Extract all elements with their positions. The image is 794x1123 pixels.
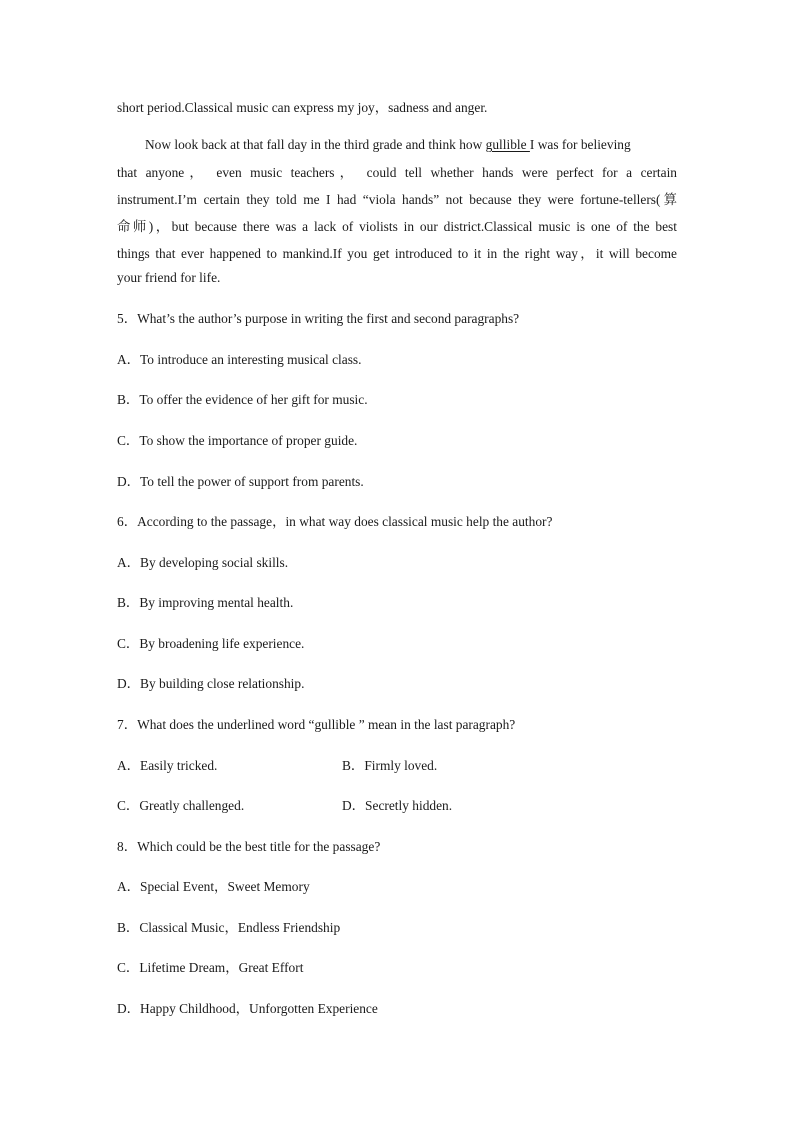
question-7-option-a: A．Easily tricked. — [117, 758, 218, 773]
question-5-option-d: D．To tell the power of support from parents. — [117, 474, 364, 489]
question-6-stem: 6．According to the passage，in what way does classical music help the author? — [117, 514, 553, 529]
question-6-option-a: A．By developing social skills. — [117, 555, 289, 570]
passage-tail-line: short period.Classical music can express my joy，sadness and anger. — [117, 100, 488, 115]
last-paragraph-line-5: things that ever happened to mankind.If you get introduced to it in the right way，it will become — [117, 246, 677, 261]
question-7-option-b: B．Firmly loved. — [342, 758, 438, 773]
last-paragraph-line-6: your friend for life. — [117, 270, 221, 285]
question-6-option-b: B．By improving mental health. — [117, 595, 294, 610]
last-paragraph-line-3: instrument.I’m certain they told me I had “viola hands” not because they were fortune-tellers(算 — [117, 192, 677, 207]
line1-before: Now look back at that fall day in the third grade and think how — [145, 137, 486, 152]
question-8-option-c: C．Lifetime Dream，Great Effort — [117, 960, 304, 975]
question-7-option-c: C．Greatly challenged. — [117, 798, 245, 813]
question-8-option-a: A．Special Event，Sweet Memory — [117, 879, 310, 894]
last-paragraph-line-1 — [145, 137, 631, 153]
question-8-option-d: D．Happy Childhood，Unforgotten Experience — [117, 1001, 378, 1016]
question-6-option-d: D．By building close relationship. — [117, 676, 305, 691]
last-paragraph-line-4: 命师)，but because there was a lack of violists in our district.Classical music is one of the best — [117, 219, 677, 234]
last-paragraph-line-2: that anyone， even music teachers， could tell whether hands were perfect for a certain — [117, 165, 677, 180]
question-8-stem: 8．Which could be the best title for the passage? — [117, 839, 381, 854]
question-7-stem: 7．What does the underlined word “gullible ” mean in the last paragraph? — [117, 717, 516, 732]
question-7-option-d: D．Secretly hidden. — [342, 798, 453, 813]
question-5-option-a: A．To introduce an interesting musical class. — [117, 352, 362, 367]
question-5-option-c: C．To show the importance of proper guide. — [117, 433, 358, 448]
question-6-option-c: C．By broadening life experience. — [117, 636, 305, 651]
underlined-word-gullible: gullible — [485, 137, 530, 152]
line1-after: I was for believing — [529, 137, 631, 152]
question-5-option-b: B．To offer the evidence of her gift for music. — [117, 392, 368, 407]
question-5-stem: 5．What’s the author’s purpose in writing the first and second paragraphs? — [117, 311, 520, 326]
question-8-option-b: B．Classical Music，Endless Friendship — [117, 920, 341, 935]
